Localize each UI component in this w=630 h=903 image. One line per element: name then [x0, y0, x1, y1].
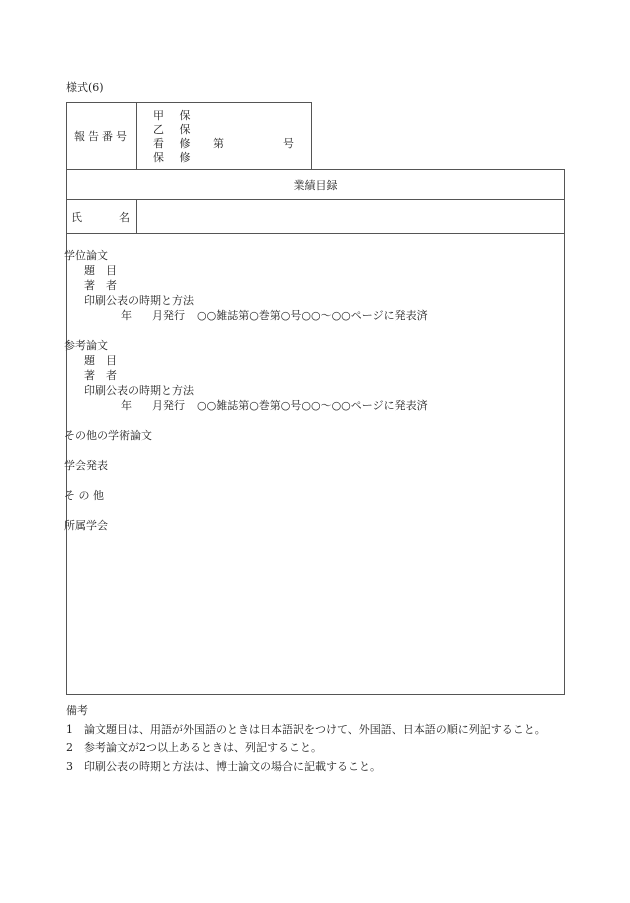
name-label-cell	[67, 200, 137, 233]
others-heading: そ の 他	[64, 489, 104, 502]
table-title: 業績目録	[293, 179, 338, 192]
achievement-table	[66, 169, 565, 695]
degree-thesis-author-label: 著 者	[84, 279, 117, 292]
achievements-body	[64, 234, 564, 694]
title-row	[67, 170, 564, 200]
year-label: 年	[121, 309, 132, 322]
reference-thesis-publication-line	[121, 399, 428, 413]
remarks-heading: 備考	[66, 704, 88, 717]
reference-thesis-author-label: 著 者	[84, 369, 117, 382]
journal-text: ○○雑誌第○巻第○号○○～○○ページに発表済	[197, 399, 428, 412]
reference-thesis-title-label: 題 目	[84, 354, 117, 367]
journal-text: ○○雑誌第○巻第○号○○～○○ページに発表済	[197, 309, 428, 322]
report-kind: 保 修	[153, 151, 197, 164]
remark-number: 3	[66, 760, 73, 773]
report-kind: 看 修	[153, 137, 197, 150]
remark-number: 2	[66, 741, 73, 754]
report-number-dai: 第	[213, 137, 224, 150]
report-number-label: 報告番号	[74, 130, 130, 143]
degree-thesis-publication-label: 印刷公表の時期と方法	[84, 294, 194, 307]
name-label-part: 氏	[71, 211, 82, 224]
remark-text: 参考論文が2つ以上あるときは、列記すること。	[84, 741, 322, 754]
remark-number: 1	[66, 723, 73, 736]
report-number-go: 号	[283, 137, 294, 150]
degree-thesis-heading: 学位論文	[64, 249, 108, 262]
report-number-box	[66, 102, 312, 169]
name-field[interactable]	[137, 200, 564, 233]
month-issue-label: 月発行	[152, 399, 185, 412]
remark-item	[66, 742, 322, 753]
reference-thesis-publication-label: 印刷公表の時期と方法	[84, 384, 194, 397]
remark-item	[66, 724, 546, 735]
report-kinds	[153, 109, 197, 165]
presentations-heading: 学会発表	[64, 459, 108, 472]
report-number-label-cell	[67, 103, 137, 169]
degree-thesis-publication-line	[121, 309, 428, 323]
name-label-part: 名	[119, 211, 130, 224]
degree-thesis-title-label: 題 目	[84, 264, 117, 277]
report-kind: 乙 保	[153, 123, 197, 136]
remark-text: 論文題目は、用語が外国語のときは日本語訳をつけて、外国語、日本語の順に列記すること。	[84, 723, 546, 736]
societies-heading: 所属学会	[64, 519, 108, 532]
report-kind: 甲 保	[153, 109, 197, 122]
remark-text: 印刷公表の時期と方法は、博士論文の場合に記載すること。	[84, 760, 381, 773]
remark-item	[66, 761, 381, 772]
other-papers-heading: その他の学術論文	[64, 429, 152, 442]
reference-thesis-heading: 参考論文	[64, 339, 108, 352]
name-row	[67, 200, 564, 234]
month-issue-label: 月発行	[152, 309, 185, 322]
year-label: 年	[121, 399, 132, 412]
form-label: 様式(6)	[66, 81, 104, 94]
